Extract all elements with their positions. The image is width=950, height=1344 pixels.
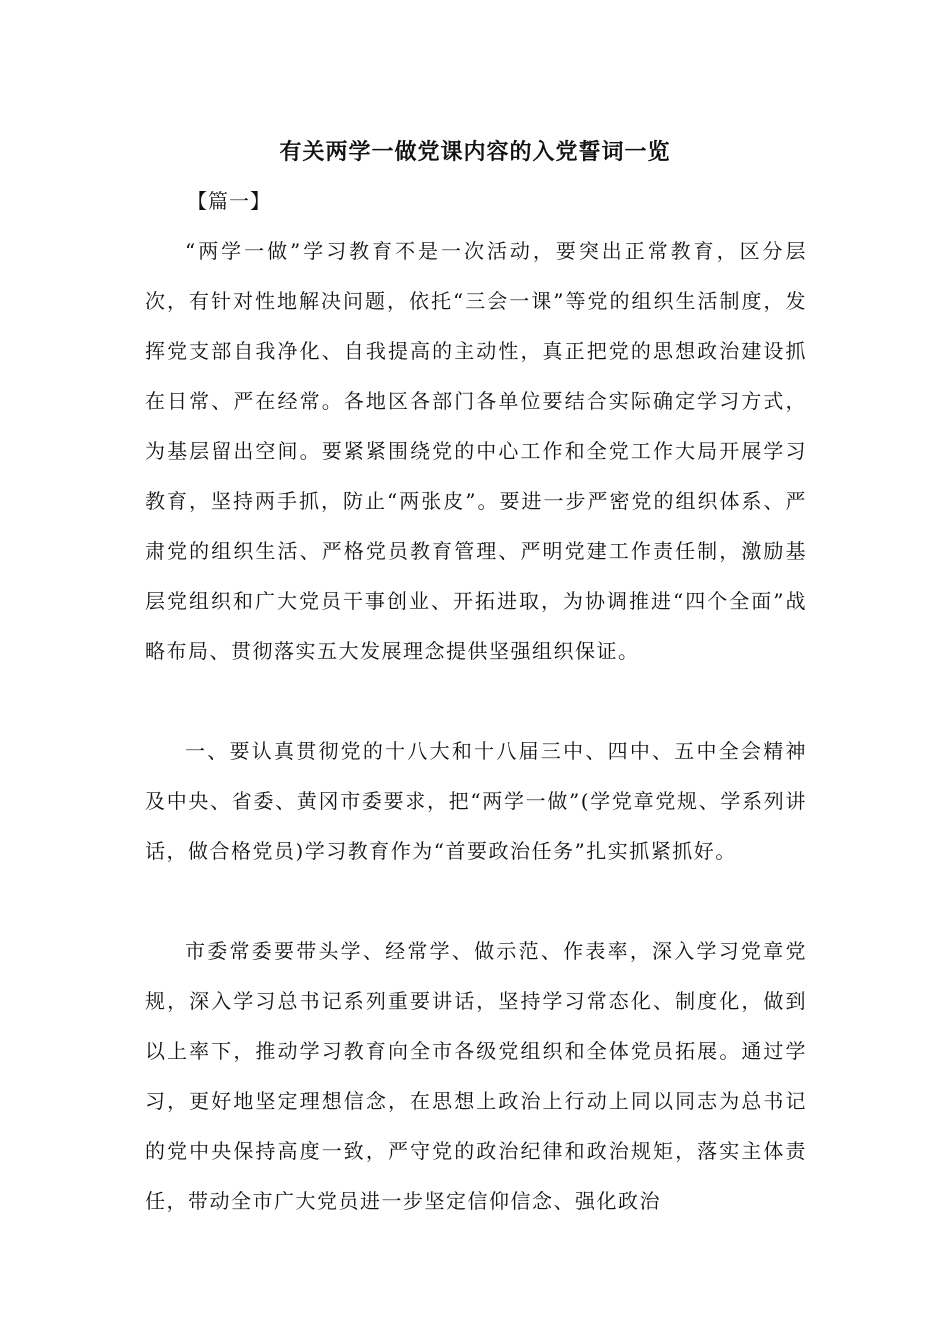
paragraph-1: “两学一做”学习教育不是一次活动，要突出正常教育，区分层次，有针对性地解决问题，依托“三会一课”等党的组织生活制度，发挥党支部自我净化、自我提高的主动性，真正把党的思想政治建设抓在日常、严在经常。各地区各部门各单位要结合实际确定学习方式，为基层留出空间。要紧紧围绕党的中心工作和全党工作大局开展学习教育，坚持两手抓，防止“两张皮”。要进一步严密党的组织体系、严肃党的组织生活、严格党员教育管理、严明党建工作责任制，激励基层党组织和广大党员干事创业、开拓进取，为协调推进“四个全面”战略布局、贯彻落实五大发展理念提供坚强组织保证。 (145, 239, 807, 663)
paragraph-2: 一、要认真贯彻党的十八大和十八届三中、四中、五中全会精神及中央、省委、黄冈市委要求，把“两学一做”(学党章党规、学系列讲话，做合格党员)学习教育作为“首要政治任务”扎实抓紧抓好。 (145, 739, 807, 863)
document-title: 有关两学一做党课内容的入党誓词一览 (279, 139, 671, 165)
paragraph-3: 市委常委要带头学、经常学、做示范、作表率，深入学习党章党规，深入学习总书记系列重要讲话，坚持学习常态化、制度化，做到以上率下，推动学习教育向全市各级党组织和全体党员拓展。通过学习，更好地坚定理想信念，在思想上政治上行动上同以同志为总书记的党中央保持高度一致，严守党的政治纪律和政治规矩，落实主体责任，带动全市广大党员进一步坚定信仰信念、强化政治 (145, 939, 807, 1213)
section-label: 【篇一】 (187, 189, 271, 213)
